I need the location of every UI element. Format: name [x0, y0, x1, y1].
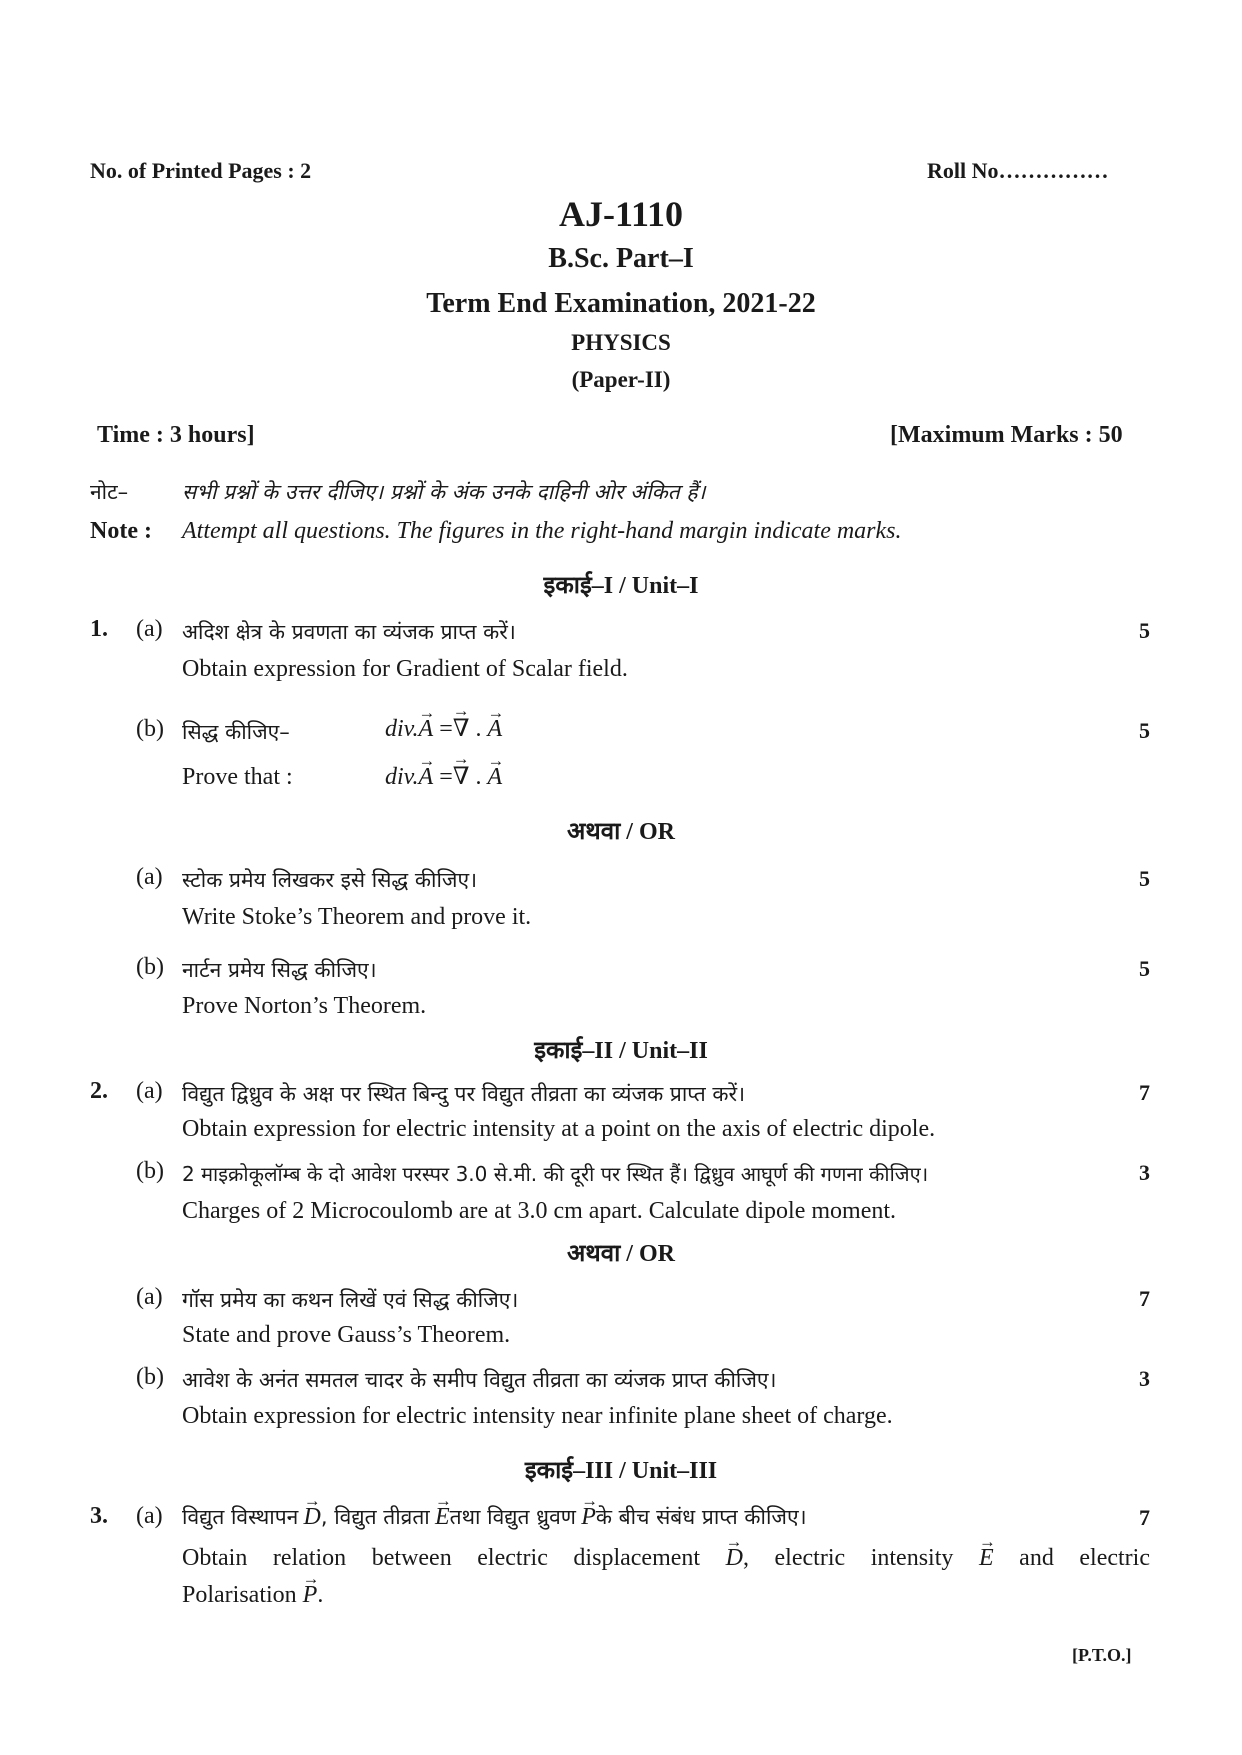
q1b-label: (b) — [136, 716, 164, 742]
q1b-english: Prove that : — [182, 764, 293, 790]
q2b-label: (b) — [136, 1158, 164, 1184]
q2c-hindi: गॉस प्रमेय का कथन लिखें एवं सिद्ध कीजिए। — [182, 1288, 519, 1312]
unit2-heading: इकाई–II / Unit–II — [534, 1038, 708, 1064]
q2a-hindi: विद्युत द्विध्रुव के अक्ष पर स्थित बिन्दु पर विद्युत तीव्रता का व्यंजक प्राप्त करें। — [182, 1082, 746, 1106]
vector-p: → P — [581, 1504, 596, 1531]
q2-number: 2. — [90, 1078, 108, 1104]
vector-a: → A — [488, 764, 503, 791]
q2b-hindi: 2 माइक्रोकूलॉम्ब के दो आवेश परस्पर 3.0 से.मी. की दूरी पर स्थित हैं। द्विध्रुव आघूर्ण की गणना कीजिए। — [182, 1162, 929, 1186]
note-en-text: Attempt all questions. The figures in the right-hand margin indicate marks. — [182, 518, 902, 544]
q2d-marks: 3 — [1139, 1366, 1150, 1391]
q3a-hindi: विद्युत विस्थापन → D, विद्युत तीव्रता → Eतथा विद्युत ध्रुवण → Pके बीच संबंध प्राप्त कीजिए। — [182, 1503, 807, 1531]
q2c-english: State and prove Gauss’s Theorem. — [182, 1322, 511, 1348]
q1c-english: Write Stoke’s Theorem and prove it. — [182, 904, 532, 930]
q3a-english-line1: Obtain relation between electric displacement → D, electric intensity → E and electric — [182, 1545, 1150, 1572]
unit1-or: अथवा / OR — [567, 819, 675, 845]
paper-code: AJ-1110 — [558, 194, 683, 234]
q1-number: 1. — [90, 616, 108, 642]
q3a-english-line2: Polarisation → P. — [182, 1582, 323, 1609]
note-hi-text: सभी प्रश्नों के उत्तर दीजिए। प्रश्नों के अंक उनके दाहिनी ओर अंकित हैं। — [182, 480, 706, 504]
q1a-label: (a) — [136, 616, 163, 642]
unit3-heading: इकाई–III / Unit–III — [524, 1458, 718, 1484]
nabla-operator: → ∇ — [453, 762, 470, 791]
vector-d: → D — [726, 1545, 743, 1572]
q2d-english: Obtain expression for electric intensity near infinite plane sheet of charge. — [182, 1403, 893, 1429]
q1d-label: (b) — [136, 954, 164, 980]
q1b-hindi: सिद्ध कीजिए– — [182, 720, 290, 744]
note-hi-label: नोट– — [90, 480, 129, 504]
q1d-english: Prove Norton’s Theorem. — [182, 993, 427, 1019]
nabla-operator: → ∇ — [453, 714, 470, 743]
q3-number: 3. — [90, 1503, 108, 1529]
vector-p: → P — [303, 1582, 318, 1609]
q2a-label: (a) — [136, 1078, 163, 1104]
vector-e: → E — [979, 1545, 994, 1572]
q1d-marks: 5 — [1139, 956, 1150, 981]
unit2-or: अथवा / OR — [567, 1241, 675, 1267]
q3a-label: (a) — [136, 1503, 163, 1529]
course-title: B.Sc. Part–I — [548, 243, 694, 274]
time-allowed: Time : 3 hours] — [97, 422, 255, 448]
vector-e: → E — [435, 1504, 450, 1531]
paper-title: (Paper-II) — [571, 367, 671, 392]
q1a-marks: 5 — [1139, 618, 1150, 643]
q1d-hindi: नार्टन प्रमेय सिद्ध कीजिए। — [182, 958, 377, 982]
printed-pages: No. of Printed Pages : 2 — [90, 158, 312, 183]
q2c-label: (a) — [136, 1284, 163, 1310]
vector-d: → D — [304, 1504, 321, 1531]
q2d-label: (b) — [136, 1364, 164, 1390]
vector-a: → A — [419, 764, 434, 791]
subject-title: PHYSICS — [571, 330, 671, 355]
q2b-marks: 3 — [1139, 1160, 1150, 1185]
q1b-formula-english: div.→ A =→ ∇ . → A — [385, 762, 502, 791]
q2a-english: Obtain expression for electric intensity at a point on the axis of electric dipole. — [182, 1116, 936, 1142]
q3a-marks: 7 — [1139, 1505, 1150, 1530]
q1a-hindi: अदिश क्षेत्र के प्रवणता का व्यंजक प्राप्त करें। — [182, 620, 516, 644]
unit1-heading: इकाई–I / Unit–I — [543, 573, 699, 599]
q1c-marks: 5 — [1139, 866, 1150, 891]
vector-a: → A — [488, 716, 503, 743]
vector-a: → A — [419, 716, 434, 743]
q1b-marks: 5 — [1139, 718, 1150, 743]
exam-title: Term End Examination, 2021-22 — [426, 288, 816, 319]
q2b-english: Charges of 2 Microcoulomb are at 3.0 cm apart. Calculate dipole moment. — [182, 1198, 897, 1224]
q2c-marks: 7 — [1139, 1286, 1150, 1311]
roll-no: Roll No…………… — [927, 158, 1109, 183]
note-en-label: Note : — [90, 518, 152, 544]
q1c-label: (a) — [136, 864, 163, 890]
q1b-formula-hindi: div.→ A =→ ∇ . → A — [385, 714, 502, 743]
q2a-marks: 7 — [1139, 1080, 1150, 1105]
q1c-hindi: स्टोक प्रमेय लिखकर इसे सिद्ध कीजिए। — [182, 868, 478, 892]
q1a-english: Obtain expression for Gradient of Scalar field. — [182, 656, 628, 682]
pto-marker: [P.T.O.] — [1072, 1645, 1132, 1665]
q2d-hindi: आवेश के अनंत समतल चादर के समीप विद्युत तीव्रता का व्यंजक प्राप्त कीजिए। — [182, 1368, 777, 1392]
maximum-marks: [Maximum Marks : 50 — [890, 422, 1123, 448]
